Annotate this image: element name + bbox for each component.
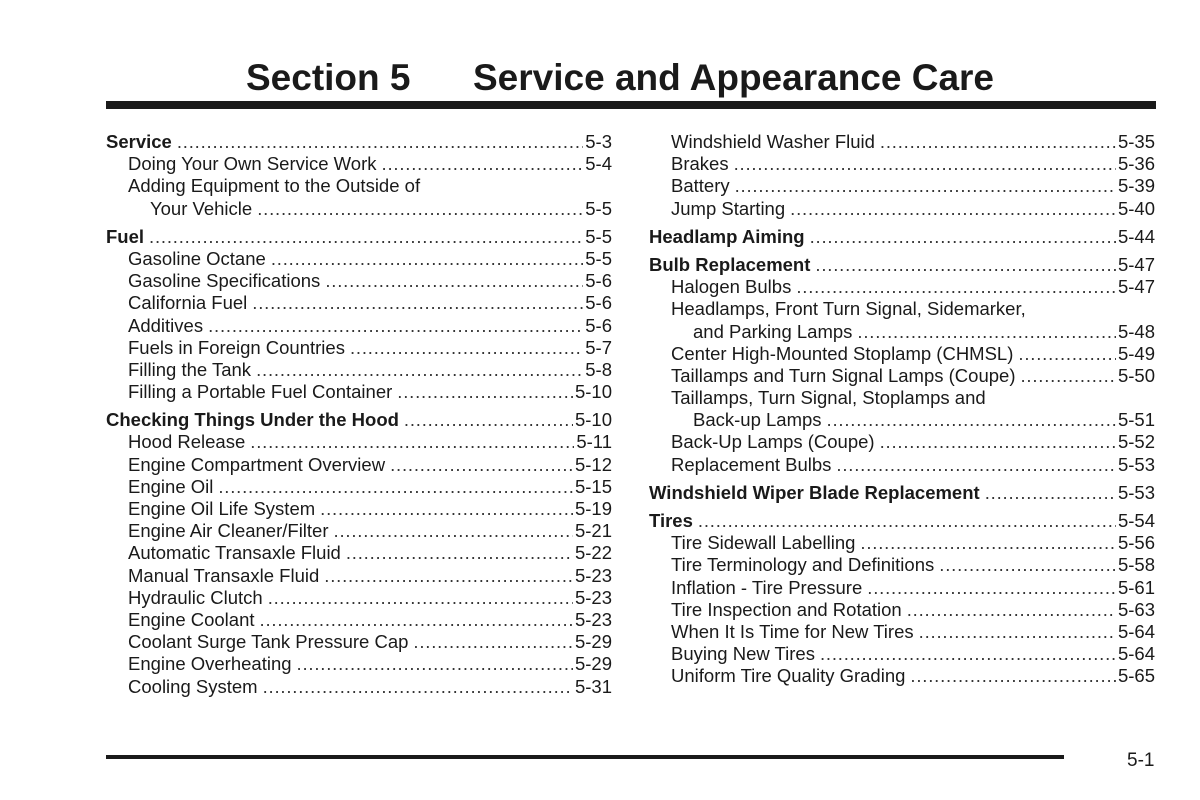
dot-leader (250, 431, 574, 453)
toc-entry (649, 321, 1155, 343)
toc-entry-page: 5-50 (1117, 364, 1155, 386)
toc-entry-label: Fuels in Foreign Countries (128, 336, 345, 358)
toc-entry-label: Filling a Portable Fuel Container (128, 381, 393, 403)
dot-leader (836, 454, 1116, 476)
toc-section-entry (649, 226, 1155, 248)
dot-leader (810, 226, 1116, 248)
toc-entry-page: 5-51 (1117, 409, 1155, 431)
toc-entry (649, 276, 1155, 298)
dot-leader (827, 409, 1116, 431)
toc-entry-label: Engine Overheating (128, 653, 292, 675)
toc-entry (106, 454, 612, 476)
dot-leader (735, 175, 1116, 197)
toc-entry (649, 431, 1155, 453)
toc-entry-label: Tire Terminology and Definitions (671, 554, 935, 576)
toc-entry-label: Gasoline Specifications (128, 270, 321, 292)
toc-entry-page: 5-40 (1117, 197, 1155, 219)
dot-leader (390, 454, 573, 476)
toc-entry (106, 476, 612, 498)
toc-entry-label: Back-Up Lamps (Coupe) (671, 431, 875, 453)
toc-entry-page: 5-5 (585, 197, 612, 219)
toc-entry-label: Taillamps, Turn Signal, Stoplamps and (671, 387, 986, 409)
toc-entry-label: Service (106, 131, 172, 152)
toc-entry-page: 5-31 (574, 675, 612, 697)
dot-leader (149, 226, 583, 248)
toc-entry-page: 5-52 (1117, 431, 1155, 453)
toc-entry (106, 315, 612, 337)
toc-entry-page: 5-61 (1117, 576, 1155, 598)
toc-entry-page: 5-47 (1117, 253, 1155, 275)
toc-entry-page: 5-19 (574, 498, 612, 519)
toc-entry-page: 5-10 (574, 409, 612, 431)
toc-entry-page: 5-10 (574, 381, 612, 403)
toc-entry-page: 5-15 (574, 475, 612, 497)
dot-leader (880, 431, 1116, 453)
dot-leader (734, 153, 1116, 175)
toc-entry (649, 343, 1155, 365)
toc-entry (649, 298, 1155, 320)
dot-leader (271, 248, 583, 270)
toc-entry-label: Brakes (671, 153, 729, 175)
toc-entry (106, 381, 612, 403)
dot-leader (1018, 343, 1116, 365)
toc-entry-page: 5-12 (574, 453, 612, 475)
dot-leader (177, 131, 583, 153)
toc-entry-label: Additives (128, 314, 204, 336)
toc-entry (106, 498, 612, 520)
toc-section-entry (106, 409, 612, 431)
toc-entry (106, 337, 612, 359)
dot-leader (260, 609, 573, 631)
toc-entry (106, 431, 612, 453)
toc-entry-label: Coolant Surge Tank Pressure Cap (128, 631, 409, 653)
footer-rule (106, 755, 1064, 759)
toc-entry-page: 5-29 (574, 653, 612, 675)
dot-leader (320, 498, 573, 520)
toc-entry-label: Taillamps and Turn Signal Lamps (Coupe) (671, 364, 1016, 386)
toc-entry-page: 5-29 (574, 631, 612, 653)
toc-entry-page: 5-36 (1117, 153, 1155, 175)
page-title (0, 52, 1200, 104)
toc-entry-label: Engine Coolant (128, 608, 255, 630)
dot-leader (880, 131, 1116, 153)
toc-entry (649, 175, 1155, 197)
toc-entry-page: 5-22 (574, 542, 612, 564)
toc-entry-label: Engine Oil (128, 475, 214, 497)
dot-leader (324, 565, 573, 587)
toc-entry-page: 5-5 (585, 247, 612, 269)
toc-entry-label: Hydraulic Clutch (128, 586, 263, 608)
toc-entry-label: Engine Air Cleaner/Filter (128, 520, 329, 542)
toc-entry-page: 5-53 (1117, 481, 1155, 503)
toc-entry-page: 5-56 (1117, 532, 1155, 554)
toc-entry (649, 409, 1155, 431)
toc-entry (106, 542, 612, 564)
toc-entry-page: 5-21 (574, 520, 612, 542)
dot-leader (985, 482, 1116, 504)
toc-entry-label: Hood Release (128, 431, 246, 453)
toc-entry-page: 5-23 (574, 586, 612, 608)
dot-leader (857, 321, 1116, 343)
toc-entry (649, 554, 1155, 576)
toc-entry-page: 5-6 (585, 314, 612, 336)
dot-leader (218, 476, 573, 498)
toc-entry (106, 270, 612, 292)
toc-entry-page: 5-5 (585, 225, 612, 247)
toc-entry (106, 520, 612, 542)
dot-leader (820, 643, 1116, 665)
toc-entry-label: Windshield Washer Fluid (671, 131, 875, 152)
dot-leader (815, 254, 1116, 276)
toc-entry-label: When It Is Time for New Tires (671, 620, 914, 642)
toc-entry (649, 131, 1155, 153)
toc-entry (649, 454, 1155, 476)
toc-entry-label: Gasoline Octane (128, 247, 266, 269)
toc-entry-label: Automatic Transaxle Fluid (128, 542, 341, 564)
dot-leader (939, 554, 1116, 576)
toc-entry-page: 5-48 (1117, 320, 1155, 342)
toc-entry-label: Uniform Tire Quality Grading (671, 665, 906, 687)
toc-entry (649, 387, 1155, 409)
toc-entry (649, 665, 1155, 687)
toc-entry (106, 587, 612, 609)
dot-leader (790, 198, 1116, 220)
toc-entry-page: 5-11 (576, 431, 612, 453)
section-title: Service and Appearance Care (473, 57, 994, 98)
toc-entry-label: California Fuel (128, 292, 248, 314)
toc-entry-label: and Parking Lamps (693, 320, 853, 342)
toc-entry-label: Filling the Tank (128, 358, 252, 380)
toc-entry-label: Tire Sidewall Labelling (671, 532, 856, 554)
toc-entry (106, 248, 612, 270)
toc-entry (106, 676, 612, 698)
toc-entry-label: Buying New Tires (671, 643, 815, 665)
toc-entry-label: Replacement Bulbs (671, 453, 832, 475)
section-label: Section 5 (246, 57, 411, 98)
dot-leader (910, 665, 1116, 687)
toc-entry-page: 5-35 (1117, 131, 1155, 152)
dot-leader (1020, 365, 1115, 387)
dot-leader (350, 337, 583, 359)
toc-entry (106, 631, 612, 653)
dot-leader (907, 599, 1116, 621)
toc-entry-page: 5-23 (574, 608, 612, 630)
toc-entry-page: 5-58 (1117, 554, 1155, 576)
dot-leader (256, 359, 583, 381)
dot-leader (252, 292, 583, 314)
toc-entry-page: 5-4 (585, 153, 612, 175)
toc-entry-label: Engine Compartment Overview (128, 453, 386, 475)
toc-entry-label: Tires (649, 510, 693, 531)
toc-entry-label: Engine Oil Life System (128, 498, 316, 519)
toc-entry-label: Manual Transaxle Fluid (128, 564, 320, 586)
toc-entry-page: 5-49 (1117, 342, 1155, 364)
toc-entry-page: 5-44 (1117, 225, 1155, 247)
dot-leader (413, 631, 573, 653)
toc-entry-label: Headlamp Aiming (649, 225, 805, 247)
toc-entry-label: Checking Things Under the Hood (106, 409, 399, 431)
dot-leader (325, 270, 583, 292)
dot-leader (919, 621, 1116, 643)
toc-entry-label: Center High-Mounted Stoplamp (CHMSL) (671, 342, 1014, 364)
toc-entry (106, 609, 612, 631)
toc-entry (649, 643, 1155, 665)
toc-entry (106, 175, 612, 197)
toc-entry-label: Cooling System (128, 675, 258, 697)
dot-leader (397, 381, 573, 403)
toc-entry (649, 621, 1155, 643)
dot-leader (297, 653, 573, 675)
toc-entry-label: Adding Equipment to the Outside of (128, 175, 421, 197)
toc-entry-label: Headlamps, Front Turn Signal, Sidemarker, (671, 298, 1026, 320)
dot-leader (382, 153, 584, 175)
toc-entry-page: 5-65 (1117, 665, 1155, 687)
toc-entry (649, 532, 1155, 554)
title-rule (106, 101, 1156, 109)
toc-entry-page: 5-23 (574, 564, 612, 586)
toc-entry-page: 5-8 (585, 358, 612, 380)
toc-entry-page: 5-7 (585, 336, 612, 358)
dot-leader (346, 542, 573, 564)
toc-entry-label: Bulb Replacement (649, 253, 811, 275)
toc-entry-page: 5-3 (585, 131, 612, 152)
toc-entry-label: Halogen Bulbs (671, 276, 792, 298)
toc-entry-label: Inflation - Tire Pressure (671, 576, 863, 598)
toc-entry-label: Jump Starting (671, 197, 786, 219)
toc-entry-page: 5-6 (585, 292, 612, 314)
toc-entry-label: Tire Inspection and Rotation (671, 598, 902, 620)
toc-entry-label: Battery (671, 175, 730, 197)
toc-entry-label: Fuel (106, 225, 145, 247)
toc-entry-label: Back-up Lamps (693, 409, 822, 431)
dot-leader (404, 409, 573, 431)
toc-entry-page: 5-64 (1117, 620, 1155, 642)
dot-leader (860, 532, 1116, 554)
toc-column-right (649, 131, 1155, 688)
toc-entry-label: Your Vehicle (150, 197, 253, 219)
dot-leader (698, 510, 1116, 532)
toc-section-entry (649, 510, 1155, 532)
toc-entry (106, 153, 612, 175)
toc-entry-page: 5-6 (585, 270, 612, 292)
dot-leader (268, 587, 573, 609)
toc-entry (106, 292, 612, 314)
dot-leader (257, 198, 583, 220)
toc-entry (106, 565, 612, 587)
toc-entry (649, 198, 1155, 220)
toc-entry (106, 653, 612, 675)
dot-leader (796, 276, 1116, 298)
toc-entry (649, 577, 1155, 599)
toc-section-entry (649, 482, 1155, 504)
toc-entry (649, 153, 1155, 175)
toc-entry-label: Doing Your Own Service Work (128, 153, 377, 175)
toc-section-entry (106, 226, 612, 248)
dot-leader (208, 315, 583, 337)
toc-entry-page: 5-47 (1117, 276, 1155, 298)
dot-leader (334, 520, 573, 542)
toc-entry-label: Windshield Wiper Blade Replacement (649, 481, 980, 503)
toc-entry-page: 5-63 (1117, 598, 1155, 620)
toc-section-entry (106, 131, 612, 153)
toc-entry-page: 5-39 (1117, 175, 1155, 197)
toc-column-left (106, 131, 612, 698)
dot-leader (263, 676, 573, 698)
toc-entry (106, 198, 612, 220)
toc-entry (649, 365, 1155, 387)
toc-entry-page: 5-64 (1117, 643, 1155, 665)
toc-entry-page: 5-54 (1117, 510, 1155, 531)
toc-entry-page: 5-53 (1117, 453, 1155, 475)
page-number: 5-1 (1127, 750, 1155, 771)
toc-section-entry (649, 254, 1155, 276)
dot-leader (867, 577, 1116, 599)
toc-entry (649, 599, 1155, 621)
toc-entry (106, 359, 612, 381)
